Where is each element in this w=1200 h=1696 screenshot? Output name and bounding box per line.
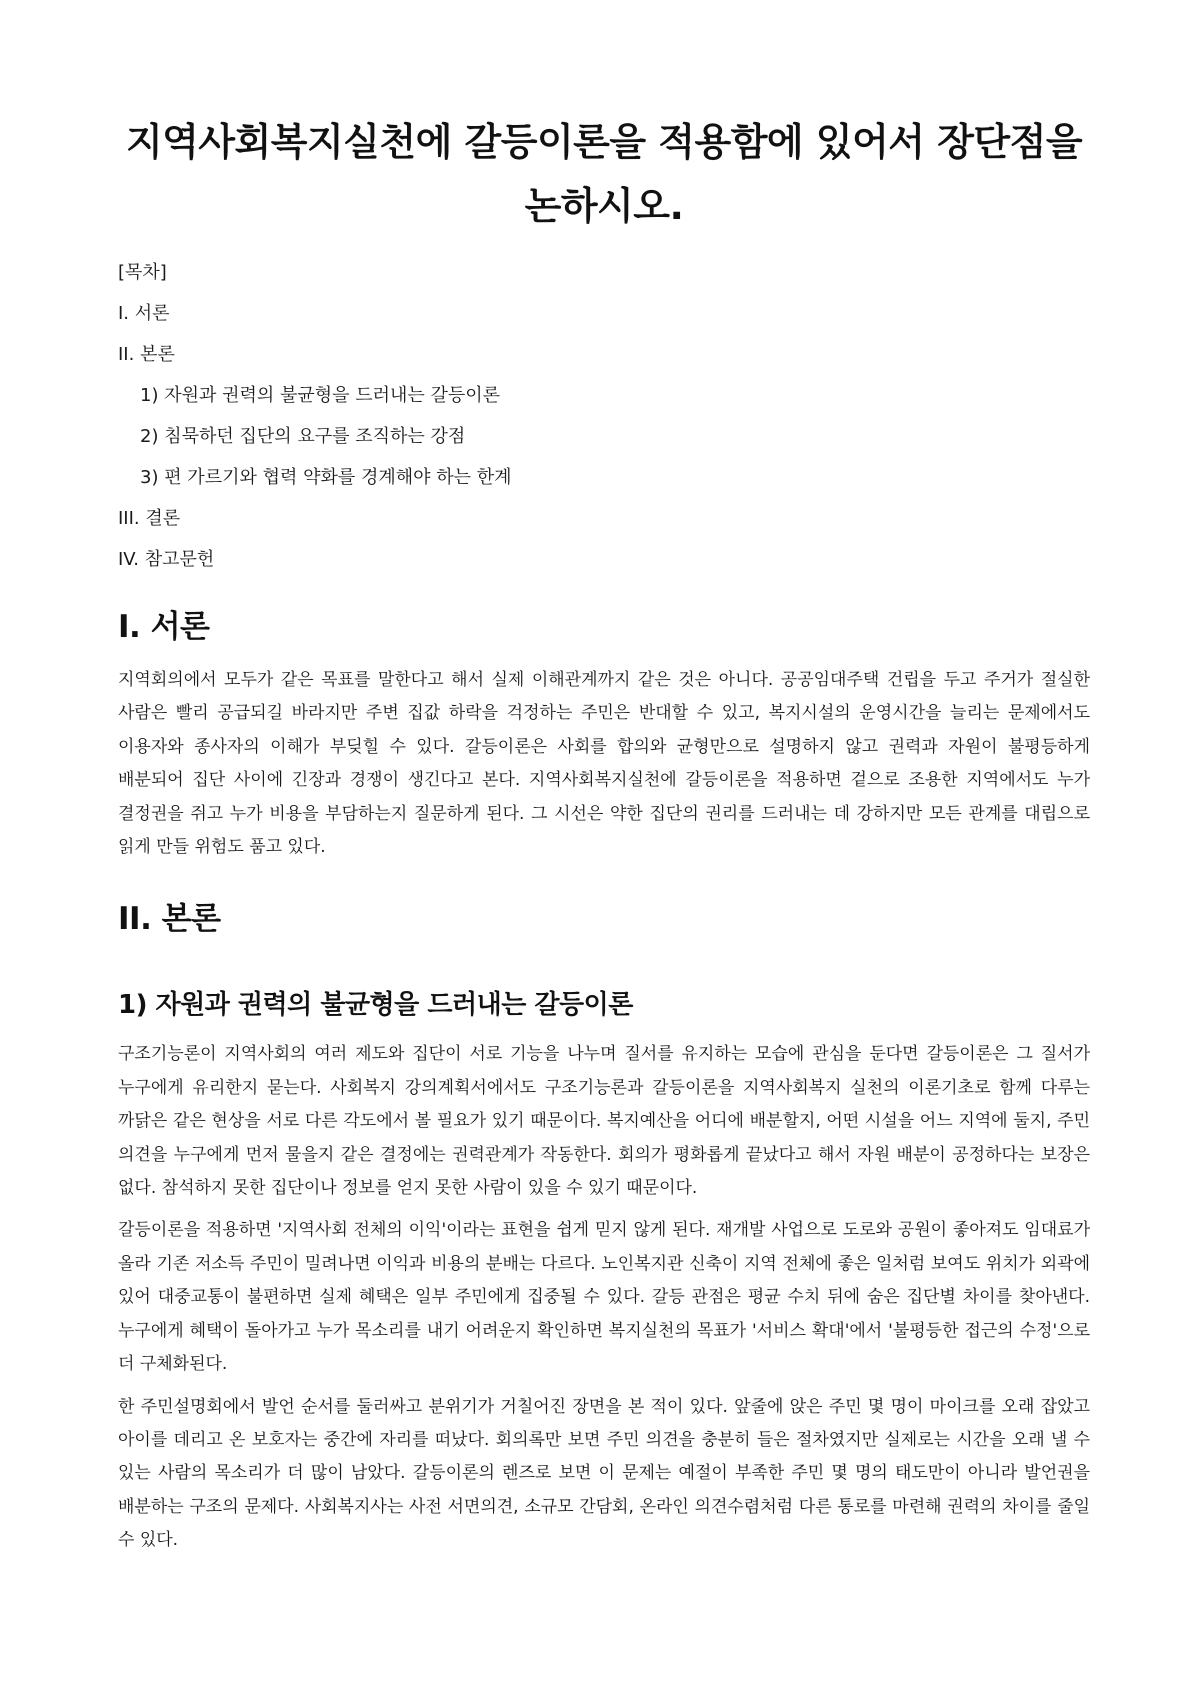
intro-paragraph: 지역회의에서 모두가 같은 목표를 말한다고 해서 실제 이해관계까지 같은 것은 아니다. 공공임대주택 건립을 두고 주거가 절실한 사람은 빨리 공급되길 바라지만 주변 집값 하락을 걱정하는 주민은 반대할 수 있고, 복지시설의 운영시간을 늘리는 문제에서도 이용자와 종사자의 이해가 부딪힐 수 있다. 갈등이론은 사회를 합의와 균형만으로 설명하지 않고 권력과 자원이 불평등하게 배분되어 집단 사이에 긴장과 경쟁이 생긴다고 본다. 지역사회복지실천에 갈등이론을 적용하면 겉으로 조용한 지역에서도 누가 결정권을 쥐고 누가 비용을 부담하는지 질문하게 된다. 그 시선은 약한 집단의 권리를 드러내는 데 강하지만 모든 관계를 대립으로 읽게 만들 위험도 품고 있다. [118, 670, 1090, 858]
toc-subitem: 2) 침묵하던 집단의 요구를 조직하는 강점 [140, 426, 466, 447]
toc-item: I. 서론 [118, 303, 170, 324]
subsection-heading-1: 1) 자원과 권력의 불균형을 드러내는 갈등이론 [118, 990, 633, 1021]
toc-subitem: 1) 자원과 권력의 불균형을 드러내는 갈등이론 [140, 385, 501, 406]
body-paragraph: 구조기능론이 지역사회의 여러 제도와 집단이 서로 기능을 나누며 질서를 유지하는 모습에 관심을 둔다면 갈등이론은 그 질서가 누구에게 유리한지 묻는다. 사회복지 강의계획서에서도 구조기능론과 갈등이론을 지역사회복지 실천의 이론기초로 함께 다루는 까닭은 같은 현상을 서로 다른 각도에서 볼 필요가 있기 때문이다. 복지예산을 어디에 배분할지, 어떤 시설을 어느 지역에 둘지, 주민 의견을 누구에게 먼저 물을지 같은 결정에는 권력관계가 작동한다. 회의가 평화롭게 끝났다고 해서 자원 배분이 공정하다는 보장은 없다. 참석하지 못한 집단이나 정보를 얻지 못한 사람이 있을 수 있기 때문이다. [118, 1044, 1090, 1199]
section-heading-body: II. 본론 [118, 901, 221, 938]
body-paragraph: 갈등이론을 적용하면 '지역사회 전체의 이익'이라는 표현을 쉽게 믿지 않게 된다. 재개발 사업으로 도로와 공원이 좋아져도 임대료가 올라 기존 저소득 주민이 밀려나면 이익과 비용의 분배는 다르다. 노인복지관 신축이 지역 전체에 좋은 일처럼 보여도 위치가 외곽에 있어 대중교통이 불편하면 실제 혜택은 일부 주민에게 집중될 수 있다. 갈등 관점은 평균 수치 뒤에 숨은 집단별 차이를 찾아낸다. 누구에게 혜택이 돌아가고 누가 목소리를 내기 어려운지 확인하면 복지실천의 목표가 '서비스 확대'에서 '불평등한 접근의 수정'으로 더 구체화된다. [118, 1220, 1090, 1375]
toc-item: II. 본론 [118, 344, 175, 365]
toc-subitem: 3) 편 가르기와 협력 약화를 경계해야 하는 한계 [140, 467, 512, 488]
table-of-contents [118, 252, 1090, 580]
toc-item: III. 결론 [118, 508, 181, 529]
section-heading-intro: I. 서론 [118, 609, 210, 645]
toc-heading: [목차] [118, 262, 167, 283]
toc-item: IV. 참고문헌 [118, 549, 215, 570]
body-paragraph: 한 주민설명회에서 발언 순서를 둘러싸고 분위기가 거칠어진 장면을 본 적이 있다. 앞줄에 앉은 주민 몇 명이 마이크를 오래 잡았고 아이를 데리고 온 보호자는 중간에 자리를 떠났다. 회의록만 보면 주민 의견을 충분히 들은 절차였지만 실제로는 시간을 오래 낼 수 있는 사람의 목소리가 더 많이 남았다. 갈등이론의 렌즈로 보면 이 문제는 예절이 부족한 주민 몇 명의 태도만이 아니라 발언권을 배분하는 구조의 문제다. 사회복지사는 사전 서면의견, 소규모 간담회, 온라인 의견수렴처럼 다른 통로를 마련해 권력의 차이를 줄일 수 있다. [118, 1396, 1090, 1551]
document-title: 지역사회복지실천에 갈등이론을 적용함에 있어서 장단점을 논하시오. [125, 120, 1083, 228]
